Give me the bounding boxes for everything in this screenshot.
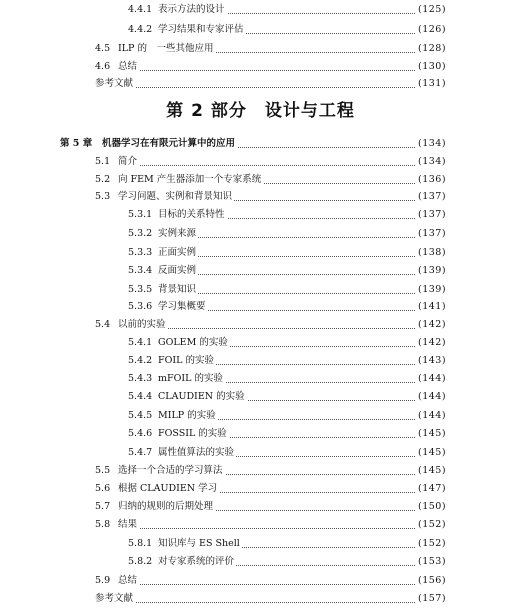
toc-entry-title: FOSSIL 的实验 — [158, 428, 227, 439]
toc-entry-row — [0, 77, 521, 91]
toc-entry-row — [0, 518, 521, 532]
toc-dot-leader — [118, 570, 415, 585]
toc-entry-row — [0, 318, 521, 332]
toc-entry-row — [0, 246, 521, 260]
toc-entry-row — [0, 264, 521, 278]
toc-entry-row — [0, 409, 521, 423]
toc-entry-number: 5.3.2 — [128, 228, 153, 239]
toc-entry-row — [0, 482, 521, 496]
toc-entry-number: 4.5 — [95, 43, 111, 54]
toc-entry-number: 5.4.3 — [128, 373, 153, 384]
toc-entry-row — [0, 574, 521, 588]
toc-page-number: (156) — [418, 575, 447, 586]
toc-entry-title: 根据 CLAUDIEN 学习 — [118, 483, 218, 494]
toc-entry-number: 5.2 — [95, 174, 111, 185]
toc-page-number: (137) — [418, 191, 447, 202]
toc-entry-number: 第 5 章 — [60, 138, 93, 149]
toc-entry-row — [0, 390, 521, 404]
toc-page-number: (144) — [418, 410, 447, 421]
toc-entry-title: 属性值算法的实验 — [158, 447, 235, 458]
toc-entry-number: 5.3.5 — [128, 284, 153, 295]
toc-entry-title: 知识库与 ES Shell — [158, 538, 240, 549]
toc-entry-title: 学习集概要 — [158, 301, 206, 312]
toc-entry-row — [0, 372, 521, 386]
toc-page-number: (144) — [418, 373, 447, 384]
toc-entry-title: 总结 — [118, 575, 138, 586]
toc-entry-row — [0, 500, 521, 514]
toc-entry-row — [0, 173, 521, 187]
toc-entry-number: 5.4 — [95, 319, 111, 330]
toc-entry-number: 5.8 — [95, 519, 111, 530]
toc-dot-leader — [118, 56, 415, 71]
toc-page-number: (152) — [418, 538, 447, 549]
toc-entry-number: 5.8.1 — [128, 538, 153, 549]
toc-page-number: (141) — [418, 301, 447, 312]
toc-entry-number: 5.4.4 — [128, 391, 153, 402]
toc-entry-title: 机器学习在有限元计算中的应用 — [102, 138, 236, 149]
toc-entry-row — [0, 336, 521, 350]
toc-entry-title: GOLEM 的实验 — [158, 337, 228, 348]
toc-page-number: (139) — [418, 284, 447, 295]
toc-entry-row — [0, 23, 521, 37]
toc-entry-title: 学习问题、实例和背景知识 — [118, 191, 233, 202]
toc-entry-title: FOIL 的实验 — [158, 355, 214, 366]
toc-entry-title: MILP 的实验 — [158, 410, 216, 421]
toc-entry-title: 结果 — [118, 519, 138, 530]
toc-entry-title: 总结 — [118, 61, 138, 72]
toc-entry-number: 5.4.6 — [128, 428, 153, 439]
toc-entry-row — [0, 537, 521, 551]
toc-dot-leader — [118, 514, 415, 529]
toc-entry-row — [0, 354, 521, 368]
toc-page-number: (142) — [418, 319, 447, 330]
toc-page-number: (157) — [418, 593, 447, 604]
toc-entry-title: 反面实例 — [158, 265, 197, 276]
toc-entry-row — [0, 427, 521, 441]
toc-entry-number: 5.3.3 — [128, 247, 153, 258]
toc-dot-leader — [118, 151, 415, 166]
toc-entry-number: 4.4.2 — [128, 24, 153, 35]
toc-entry-number: 5.1 — [95, 156, 111, 167]
toc-dot-leader — [95, 588, 415, 603]
toc-entry-title: 简介 — [118, 156, 138, 167]
toc-entry-row — [0, 555, 521, 569]
toc-entry-number: 5.3 — [95, 191, 111, 202]
toc-page-number: (153) — [418, 556, 447, 567]
toc-entry-title: 学习结果和专家评估 — [158, 24, 244, 35]
toc-page-number: (130) — [418, 61, 447, 72]
toc-entry-row — [0, 3, 521, 17]
toc-entry-title: ILP 的 一些其他应用 — [118, 43, 214, 54]
toc-page-number: (138) — [418, 247, 447, 258]
toc-entry-title: 向 FEM 产生器添加一个专家系统 — [118, 174, 262, 185]
toc-page-number: (145) — [418, 428, 447, 439]
toc-page-number: (142) — [418, 337, 447, 348]
toc-entry-title: 目标的关系特性 — [158, 209, 225, 220]
toc-entry-title: CLAUDIEN 的实验 — [158, 391, 245, 402]
part-heading: 第 2 部分 设计与工程 — [166, 101, 355, 121]
toc-page-number: (128) — [418, 43, 447, 54]
toc-entry-title: 背景知识 — [158, 284, 197, 295]
toc-entry-title: 归纳的规则的后期处理 — [118, 501, 214, 512]
toc-entry-number: 5.4.7 — [128, 447, 153, 458]
toc-page-number: (131) — [418, 78, 447, 89]
toc-page-number: (136) — [418, 174, 447, 185]
toc-entry-title: 正面实例 — [158, 247, 197, 258]
toc-entry-title: mFOIL 的实验 — [158, 373, 223, 384]
toc-entry-title: 实例来源 — [158, 228, 197, 239]
toc-entry-number: 4.4.1 — [128, 4, 153, 15]
toc-page-number: (134) — [418, 138, 447, 149]
toc-entry-row — [0, 592, 521, 606]
toc-entry-number: 5.3.6 — [128, 301, 153, 312]
toc-page-number: (139) — [418, 265, 447, 276]
toc-dot-leader — [95, 73, 415, 88]
toc-entry-row — [0, 190, 521, 204]
toc-page-number: (125) — [418, 4, 447, 15]
toc-page-number: (143) — [418, 355, 447, 366]
toc-entry-row — [0, 446, 521, 460]
toc-entry-number: 5.4.5 — [128, 410, 153, 421]
toc-page-number: (137) — [418, 209, 447, 220]
toc-chapter-row — [0, 137, 521, 151]
toc-entry-number: 5.8.2 — [128, 556, 153, 567]
toc-page-number: (145) — [418, 465, 447, 476]
toc-entry-number: 5.7 — [95, 501, 111, 512]
toc-page-number: (147) — [418, 483, 447, 494]
toc-entry-number: 5.5 — [95, 465, 111, 476]
toc-entry-row — [0, 155, 521, 169]
toc-entry-number: 5.3.1 — [128, 209, 153, 220]
toc-entry-number: 5.4.2 — [128, 355, 153, 366]
toc-entry-row — [0, 300, 521, 314]
toc-entry-number: 5.6 — [95, 483, 111, 494]
toc-entry-title: 参考文献 — [95, 593, 134, 604]
toc-entry-title: 以前的实验 — [118, 319, 166, 330]
toc-entry-number: 5.9 — [95, 575, 111, 586]
toc-entry-row — [0, 227, 521, 241]
toc-page-number: (137) — [418, 228, 447, 239]
toc-entry-row — [0, 42, 521, 56]
toc-page-number: (150) — [418, 501, 447, 512]
toc-entry-row — [0, 464, 521, 478]
toc-entry-number: 5.4.1 — [128, 337, 153, 348]
toc-entry-number: 4.6 — [95, 61, 111, 72]
toc-entry-title: 选择一个合适的学习算法 — [118, 465, 223, 476]
toc-page-number: (152) — [418, 519, 447, 530]
toc-entry-row — [0, 208, 521, 222]
toc-page-number: (126) — [418, 24, 447, 35]
toc-entry-title: 参考文献 — [95, 78, 134, 89]
toc-page-number: (144) — [418, 391, 447, 402]
toc-entry-row — [0, 283, 521, 297]
toc-entry-row — [0, 60, 521, 74]
toc-page-number: (145) — [418, 447, 447, 458]
toc-entry-number: 5.3.4 — [128, 265, 153, 276]
toc-page-number: (134) — [418, 156, 447, 167]
toc-entry-title: 对专家系统的评价 — [158, 556, 235, 567]
toc-entry-title: 表示方法的设计 — [158, 4, 225, 15]
